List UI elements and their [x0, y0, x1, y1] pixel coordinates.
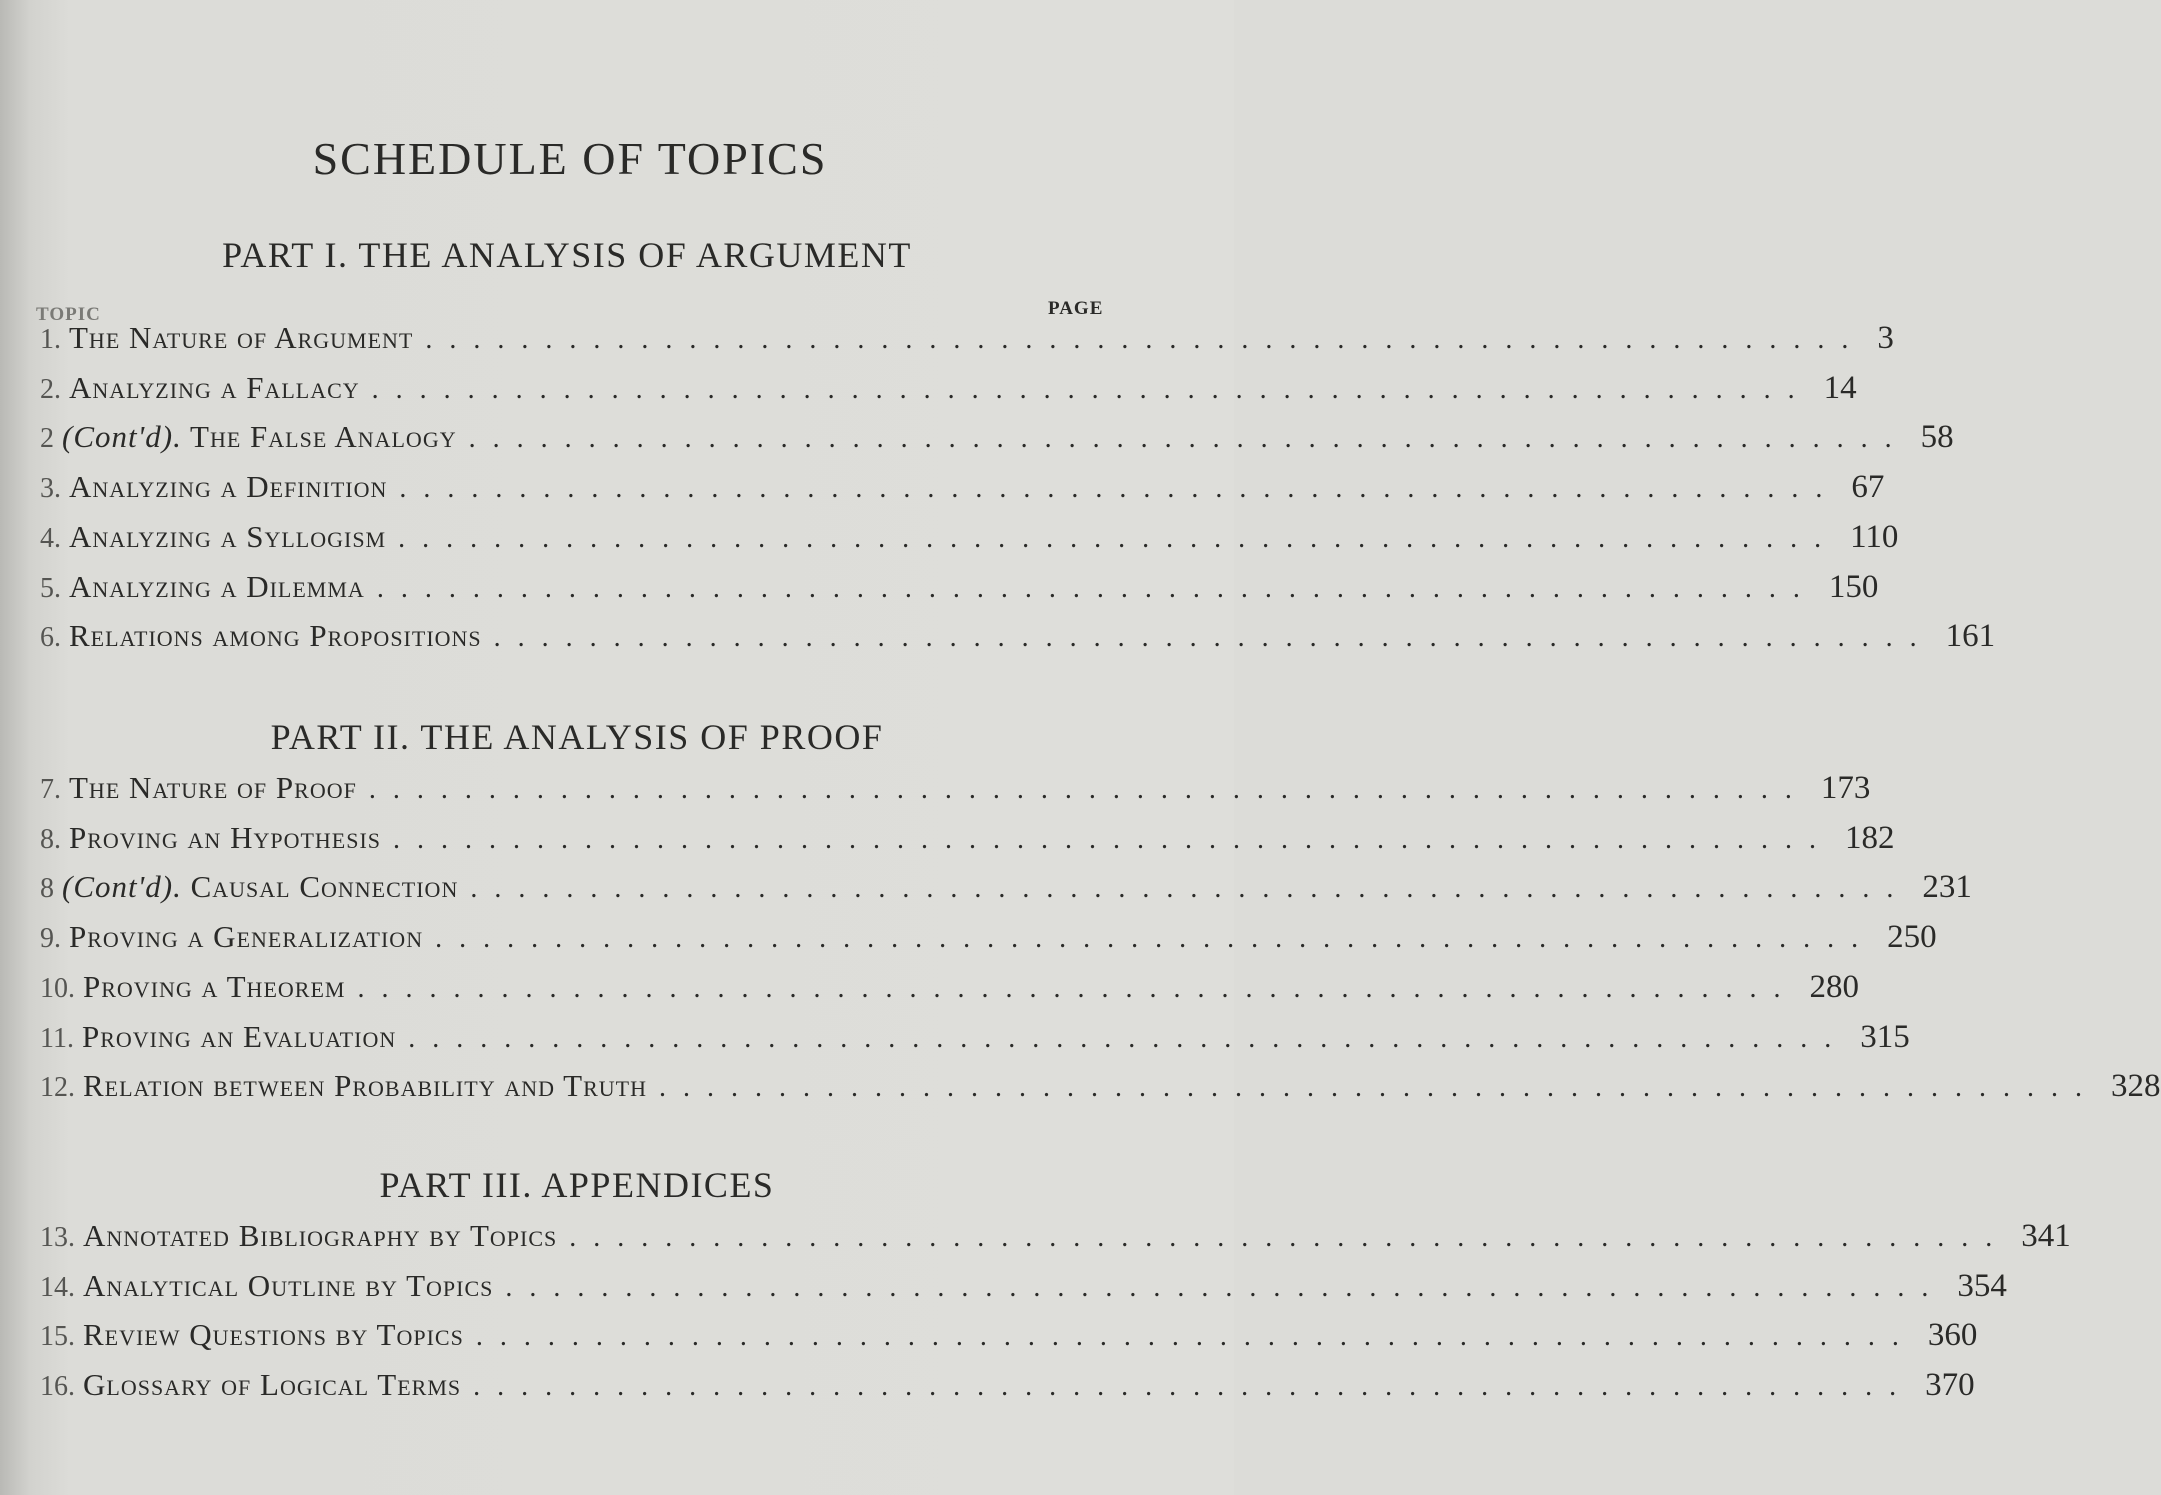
topic-label: Analyzing a Definition: [69, 469, 388, 504]
topic-entry: [69, 618, 482, 654]
page-number: 360: [1927, 1317, 1978, 1353]
topic-label: Causal Connection: [190, 869, 459, 904]
toc-row: [40, 320, 1894, 364]
toc-row: [40, 869, 1972, 913]
topic-label: Proving an Evaluation: [81, 1019, 397, 1054]
page-title: SCHEDULE OF TOPICS: [312, 133, 828, 184]
topic-label: Analyzing a Syllogism: [69, 519, 387, 554]
topic-entry: [69, 820, 381, 856]
dot-leader: ............................................................: [425, 324, 1866, 355]
dot-leader: ............................................................: [475, 1321, 1916, 1352]
toc-row: [40, 618, 1996, 662]
dot-leader: ............................................................: [493, 622, 1934, 653]
page-number: 315: [1860, 1019, 1910, 1055]
topic-label: Relations among Propositions: [69, 618, 482, 653]
topic-entry: [69, 519, 386, 555]
topic-label: Glossary of Logical Terms: [83, 1367, 462, 1402]
dot-leader: ............................................................: [659, 1072, 2100, 1103]
topic-number: 2: [40, 423, 54, 454]
dot-leader: ............................................................: [435, 923, 1876, 954]
topic-label: Analyzing a Fallacy: [69, 370, 360, 405]
topic-number: 9.: [40, 923, 61, 954]
toc-row: [40, 469, 1885, 513]
continued-note: (Cont'd).: [62, 419, 182, 454]
dot-leader: ............................................................: [368, 774, 1809, 805]
topic-label: The Nature of Proof: [69, 770, 357, 805]
topic-number: 3.: [40, 473, 61, 504]
page-number: 173: [1820, 770, 1871, 806]
topic-number: 6.: [40, 622, 61, 653]
topic-label: Annotated Bibliography by Topics: [83, 1218, 558, 1253]
topic-label: Analyzing a Dilemma: [69, 569, 365, 604]
topic-entry: [83, 969, 345, 1005]
topic-number: 14.: [40, 1272, 75, 1303]
page-number: 58: [1920, 419, 1954, 455]
topic-number: 10.: [40, 973, 75, 1004]
toc-row: [40, 919, 1937, 963]
page-number: 150: [1828, 569, 1879, 605]
toc-row: [40, 1218, 2071, 1262]
toc-row: [40, 370, 1857, 414]
topic-entry: [82, 1019, 396, 1055]
toc-row: [40, 519, 1899, 563]
topic-entry: [69, 320, 413, 356]
topic-entry: [83, 1068, 647, 1104]
topic-entry: [83, 1317, 464, 1353]
toc-row: [40, 1367, 1975, 1411]
topic-column-header: TOPIC: [36, 304, 101, 325]
toc-row: [40, 1019, 1910, 1063]
topic-entry: [62, 869, 458, 905]
dot-leader: ............................................................: [473, 1371, 1914, 1402]
dot-leader: ............................................................: [371, 374, 1812, 405]
part-3-title: PART III. APPENDICES: [379, 1165, 775, 1205]
page-number: 182: [1845, 820, 1895, 856]
topic-number: 8: [40, 873, 54, 904]
topic-entry: [69, 919, 423, 955]
topic-entry: [62, 419, 457, 455]
toc-row: [40, 569, 1879, 613]
topic-number: 12.: [40, 1072, 75, 1103]
topic-label: Proving a Theorem: [83, 969, 346, 1004]
page-number: 328: [2111, 1068, 2161, 1104]
dot-leader: ............................................................: [470, 873, 1911, 904]
topic-number: 7.: [40, 774, 61, 805]
page-number: 231: [1922, 869, 1972, 905]
part-2-title: PART II. THE ANALYSIS OF PROOF: [270, 717, 884, 757]
topic-number: 4.: [40, 523, 61, 554]
topic-label: The Nature of Argument: [69, 320, 414, 355]
toc-row: [40, 820, 1895, 864]
topic-entry: [83, 1218, 557, 1254]
page-column-header: PAGE: [1048, 298, 1104, 319]
topic-number: 5.: [40, 573, 61, 604]
part-1-title: PART I. THE ANALYSIS OF ARGUMENT: [222, 235, 912, 275]
dot-leader: ............................................................: [569, 1222, 2010, 1253]
toc-row: [40, 770, 1871, 814]
topic-number: 8.: [40, 824, 61, 855]
dot-leader: ............................................................: [376, 573, 1817, 604]
topic-label: The False Analogy: [190, 419, 457, 454]
topic-label: Proving a Generalization: [69, 919, 424, 954]
topic-label: Analytical Outline by Topics: [83, 1268, 494, 1303]
page-number: 341: [2021, 1218, 2071, 1254]
topic-label: Proving an Hypothesis: [69, 820, 382, 855]
page-number: 250: [1887, 919, 1937, 955]
dot-leader: ............................................................: [468, 423, 1909, 454]
page-number: 280: [1809, 969, 1859, 1005]
dot-leader: ............................................................: [399, 473, 1840, 504]
toc-row: [40, 1068, 2161, 1112]
topic-number: 2.: [40, 374, 61, 405]
topic-number: 11.: [40, 1023, 74, 1054]
topic-number: 13.: [40, 1222, 75, 1253]
topic-entry: [83, 1367, 461, 1403]
continued-note: (Cont'd).: [62, 869, 182, 904]
topic-entry: [83, 1268, 493, 1304]
topic-entry: [69, 770, 357, 806]
topic-label: Review Questions by Topics: [83, 1317, 464, 1352]
toc-row: [40, 1268, 2007, 1312]
page-number: 14: [1823, 370, 1857, 406]
page-number: 67: [1851, 469, 1885, 505]
topic-entry: [69, 569, 365, 605]
page-number: 370: [1925, 1367, 1975, 1403]
dot-leader: ............................................................: [408, 1023, 1849, 1054]
toc-row: [40, 969, 1859, 1013]
topic-number: 16.: [40, 1371, 75, 1402]
page-number: 110: [1850, 519, 1899, 555]
page-number: 354: [1957, 1268, 2007, 1304]
page-number: 161: [1945, 618, 1996, 654]
topic-number: 15.: [40, 1321, 75, 1352]
dot-leader: ............................................................: [357, 973, 1798, 1004]
page-number: 3: [1877, 320, 1894, 356]
dot-leader: ............................................................: [393, 824, 1834, 855]
dot-leader: ............................................................: [505, 1272, 1946, 1303]
topic-entry: [69, 469, 387, 505]
topic-entry: [69, 370, 360, 406]
topic-label: Relation between Probability and Truth: [83, 1068, 648, 1103]
toc-row: [40, 419, 1954, 463]
topic-number: 1.: [40, 324, 61, 355]
dot-leader: ............................................................: [398, 523, 1839, 554]
toc-row: [40, 1317, 1978, 1361]
